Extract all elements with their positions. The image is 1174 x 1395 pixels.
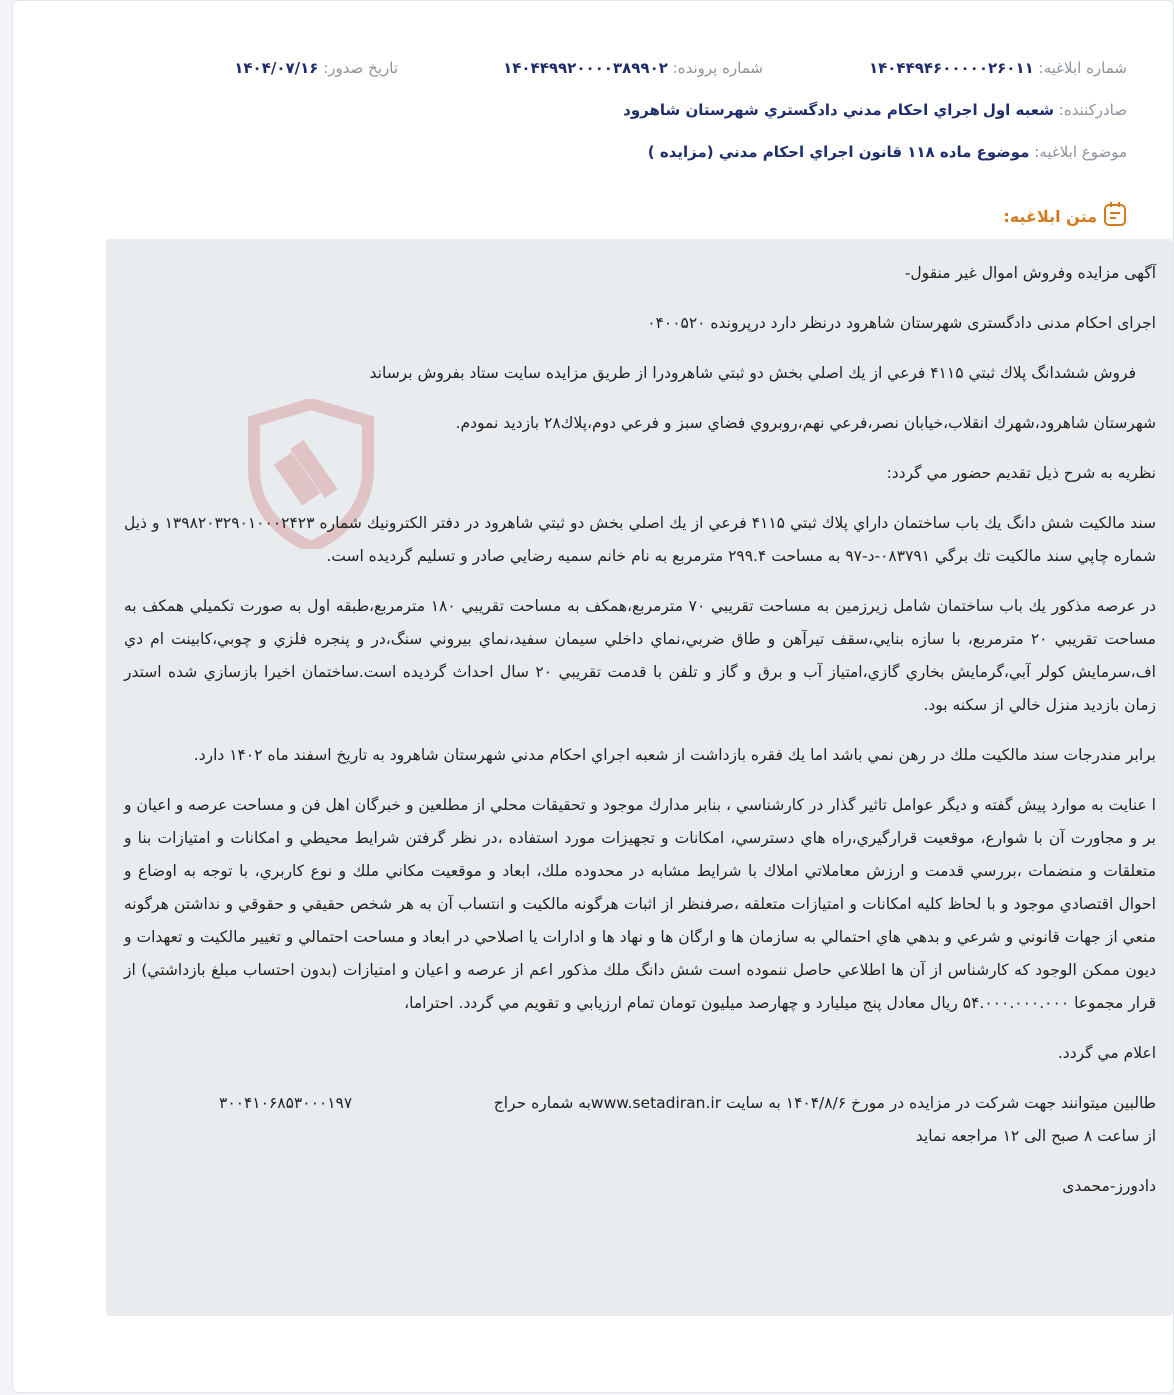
paragraph: نظريه به شرح ذيل تقديم حضور مي گردد: [886, 464, 1156, 482]
notice-number: شماره ابلاغیه: ۱۴۰۴۴۹۴۶۰۰۰۰۰۲۶۰۱۱ [868, 59, 1127, 77]
notepad-icon [1103, 201, 1127, 231]
issuer: صادرکننده: شعبه اول اجراي احكام مدني دادگستري شهرستان شاهرود [623, 101, 1127, 119]
issue-date: تاریخ صدور: ۱۴۰۴/۰۷/۱۶ [234, 59, 398, 77]
paragraph: ا عنايت به موارد پيش گفته و ديگر عوامل تاثير گذار در كارشناسي ، بنابر مدارك موجود و تحقيقات محلي از مطلعين و خبرگان اهل فن و مساحت عرصه و اعيان و بر و مجاورت آن با شوارع، موقعيت قرارگيري،راه هاي دسترسي، امكانات و تجهيزات مورد استفاده ،در نظر گرفتن شرايط محيطي و امكانات و امتيازات بنا و متعلقات و منضمات ،بررسي قدمت و ارزش معاملاتي املاك با شرايط مشابه در محدوده ملك، ابعاد و موقعيت مكاني ملك و نوع كاربري، با توجه به اوضاع و احوال اقتصادي موجود و با لحاظ كليه امكانات و امتيازات متعلقه ،صرفنظر از اثبات هرگونه مالكيت و انتساب آن به هر شخص حقيقي و حقوقي و نداشتن هرگونه منعي از جهات قانوني و شرعي و بدهي هاي احتمالي به سازمان ها و ارگان ها و نهاد ها و ادارات يا اصلاحي در ابعاد و مساحت احتمالي و تغيير مالكيت و تعهدات و ديون ممكن الوجود كه كارشناس از آن ها اطلاعي حاصل ننموده است شش دانگ ملك مذكور اعم از عرصه و اعيان و امتيازات (بدون احتساب مبلغ بازداشتي) از قرار مجموعا ۵۴.۰۰۰.۰۰۰.۰۰۰ ريال معادل پنج ميليارد و چهارصد ميليون تومان تمام ارزيابي و تقويم مي گردد. احتراما، [124, 796, 1156, 1012]
auction-number: ۳۰۰۴۱۰۶۸۵۳۰۰۰۱۹۷ [219, 1094, 353, 1112]
notice-text-heading: متن ابلاغیه: [1003, 201, 1127, 231]
signature: دادورز-محمدی [1062, 1177, 1156, 1195]
auction-site-text: طالبين ميتوانند جهت شركت در مزايده در مورخ ۱۴۰۴/۸/۶ به سايت www.setadiran.irبه شماره حراج [493, 1094, 1156, 1112]
paragraph: آگهی مزایده وفروش اموال غیر منقول- [904, 264, 1156, 282]
paragraph: شهرستان شاهرود،شهرك انقلاب،خيابان نصر،فرعي نهم،روبروي فضاي سبز و فرعي دوم،پلاك۲۸ بازديد نمودم. [455, 414, 1156, 432]
notice-card [12, 0, 1174, 1393]
notice-body [106, 239, 1173, 1316]
paragraph: فروش ششدانگ پلاك ثبتي ۴۱۱۵ فرعي از يك اصلي بخش دو ثبتي شاهرودرا از طريق مزايده سايت ستاد بفروش برساند [369, 364, 1136, 382]
paragraph: اجرای احکام مدنی دادگستری شهرستان شاهرود درنظر دارد درپرونده ۰۴۰۰۵۲۰ [647, 314, 1156, 332]
meta-row-numbers [53, 59, 1127, 83]
auction-info [124, 1087, 1156, 1153]
paragraph: سند مالكيت شش دانگ يك باب ساختمان داراي پلاك ثبتي ۴۱۱۵ فرعي از يك اصلي بخش دو ثبتي شاهرود در دفتر الكترونيك شماره ۱۳۹۸۲۰۳۲۹۰۱۰۰۰۲۴۲۳ و ذيل شماره چاپي سند مالكيت تك برگي ۰۸۳۷۹۱-د-۹۷ به مساحت ۲۹۹.۴ مترمربع به نام خانم سميه رضايي صادر و تسليم گرديده است. [124, 514, 1156, 565]
office-hours: از ساعت ۸ صبح الی ۱۲ مراجعه نمايد [915, 1127, 1156, 1145]
case-number: شماره پرونده: ۱۴۰۴۴۹۹۲۰۰۰۰۳۸۹۹۰۲ [503, 59, 763, 77]
paragraph: برابر مندرجات سند مالكيت ملك در رهن نمي باشد اما يك فقره بازداشت از شعبه اجراي احكام مدني شهرستان شاهرود به تاريخ اسفند ماه ۱۴۰۲ دارد. [193, 746, 1156, 764]
subject: موضوع ابلاغیه: موضوع ماده ۱۱۸ قانون اجراي احكام مدني (مزايده ) [647, 143, 1127, 161]
paragraph: در عرصه مذكور يك باب ساختمان شامل زيرزمين به مساحت تقريبي ۷۰ مترمربع،همكف به مساحت تقريبي ۱۸۰ مترمربع،طبقه اول به صورت تكميلي همكف به مساحت تقريبي ۲۰ مترمربع، با سازه بنايي،سقف تيرآهن و طاق ضربي،نماي داخلي سيمان سفيد،نماي بيروني سنگ،در و پنجره فلزي و چوبي،كابينت ام دي اف،سرمايش كولر آبي،گرمايش بخاري گازي،امتياز آب و برق و گاز و تلفن با قدمت تقريبي ۲۰ سال احداث گرديده است.ساختمان اخيرا بازسازي شده استدر زمان بازديد منزل خالي از سكنه بود. [124, 597, 1156, 714]
paragraph: اعلام مي گردد. [1057, 1044, 1156, 1062]
